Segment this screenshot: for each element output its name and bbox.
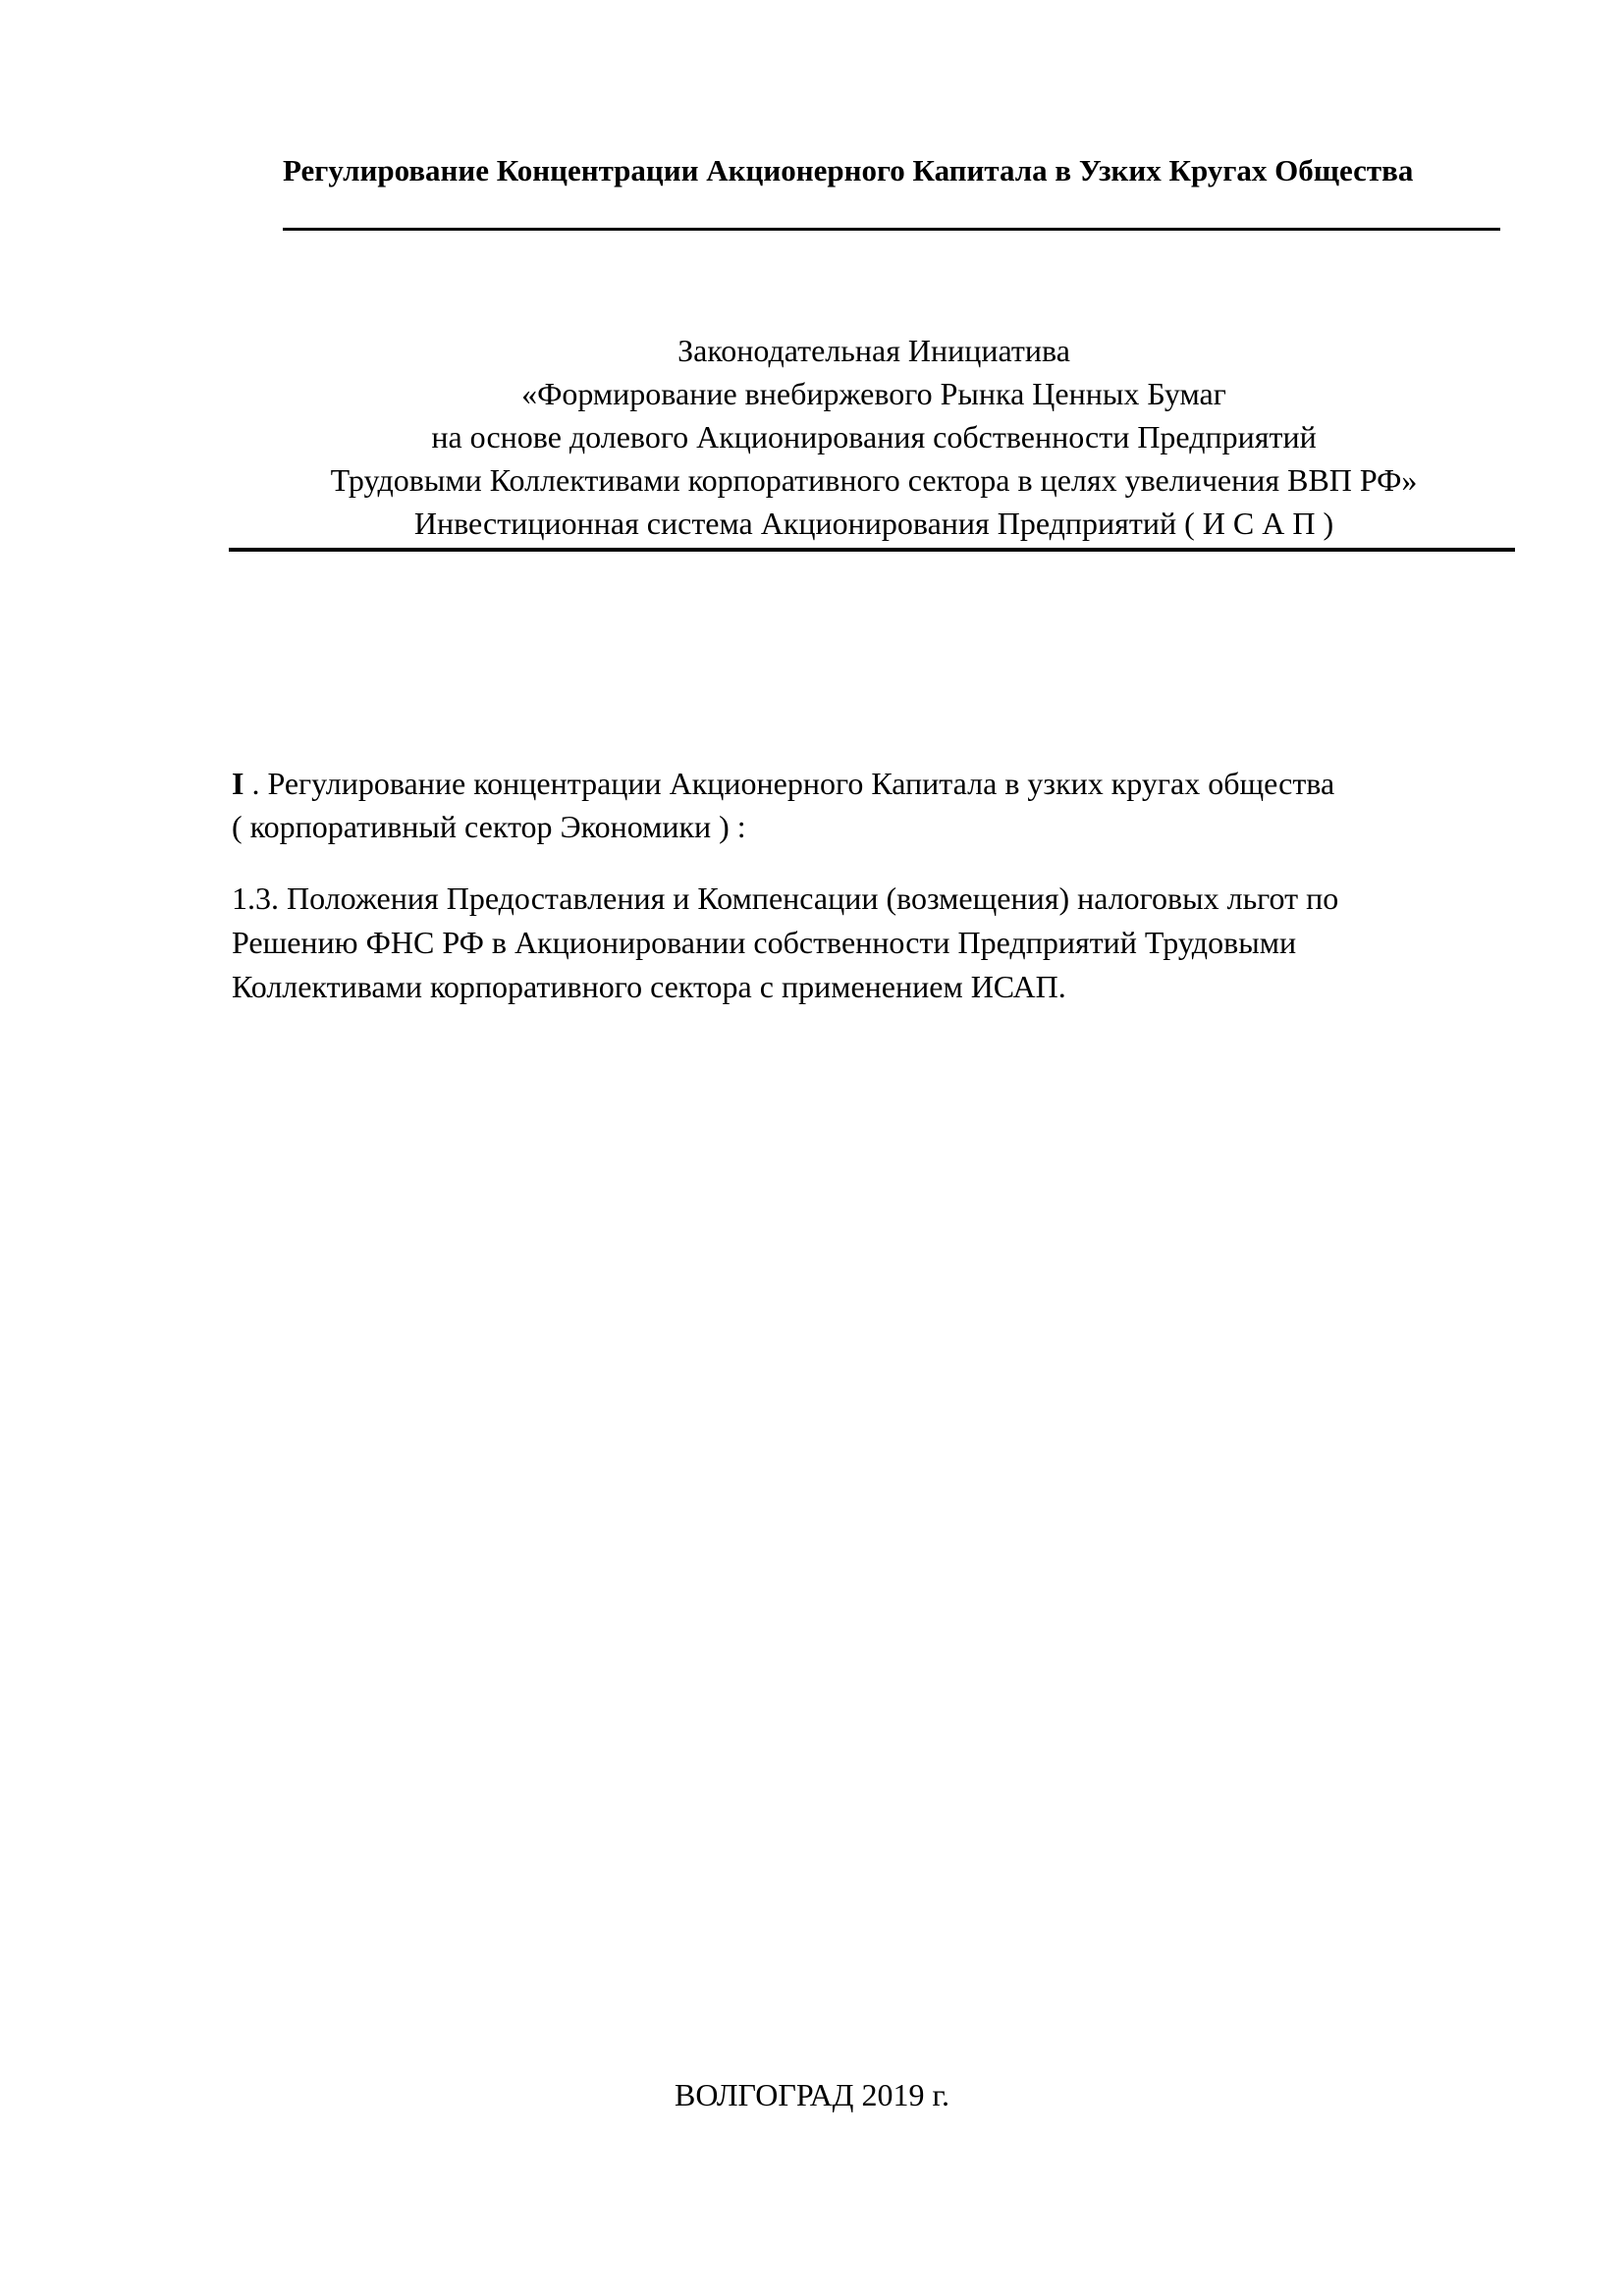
initiative-line: «Формирование внебиржевого Рынка Ценных Бумаг bbox=[521, 376, 1226, 411]
document-title: Регулирование Концентрации Акционерного Капитала в Узких Кругах Общества bbox=[283, 153, 1414, 187]
section-heading-line bbox=[232, 762, 1334, 805]
initiative-block bbox=[177, 329, 1571, 545]
subsection-line: Решению ФНС РФ в Акционировании собственности Предприятий Трудовыми bbox=[232, 925, 1297, 960]
footer-city-year: ВОЛГОГРАД 2019 г. bbox=[674, 2077, 950, 2112]
initiative-line: Трудовыми Коллективами корпоративного сектора в целях увеличения ВВП РФ» bbox=[330, 462, 1418, 498]
section-heading-text: . Регулирование концентрации Акционерного Капитала в узких кругах общества bbox=[244, 766, 1335, 801]
initiative-line: Законодательная Инициатива bbox=[677, 333, 1070, 368]
initiative-divider bbox=[229, 548, 1515, 552]
section-numeral: I bbox=[232, 766, 244, 801]
initiative-line: Инвестиционная система Акционирования Предприятий ( И С А П ) bbox=[413, 506, 1334, 541]
subsection-paragraph bbox=[232, 877, 1338, 1009]
initiative-line: на основе долевого Акционирования собственности Предприятий bbox=[431, 419, 1317, 454]
subsection-line: Коллективами корпоративного сектора с применением ИСАП. bbox=[232, 969, 1066, 1004]
section-heading-line: ( корпоративный сектор Экономики ) : bbox=[232, 809, 746, 844]
subsection-line: 1.3. Положения Предоставления и Компенсации (возмещения) налоговых льгот по bbox=[232, 881, 1339, 916]
title-underline bbox=[283, 228, 1500, 231]
section-heading bbox=[232, 762, 1334, 848]
